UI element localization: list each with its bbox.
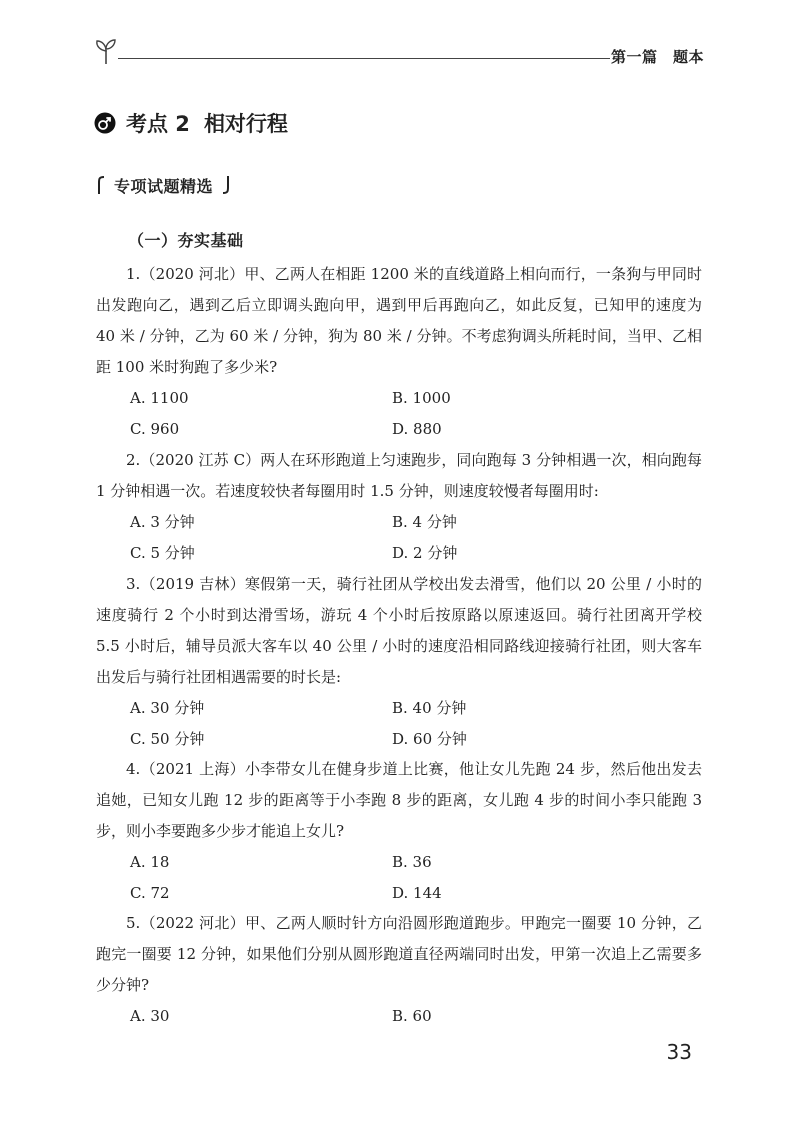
section-heading [94,108,288,138]
options-row [96,847,702,878]
option-d: D. 2 分钟 [392,544,458,562]
question-1 [96,259,702,445]
option-d: D. 60 分钟 [392,730,467,748]
section-title: 相对行程 [203,112,288,136]
options-row [96,383,702,414]
option-c: C. 50 分钟 [130,730,205,748]
bracket-label [96,172,231,198]
option-a: A. 3 分钟 [130,513,195,531]
question-text: 5.（2022 河北）甲、乙两人顺时针方向沿圆形跑道跑步。甲跑完一圈要 10 分钟，乙跑完一圈要 12 分钟，如果他们分别从圆形跑道直径两端同时出发，甲第一次追上乙需要多少分钟? [96,914,702,994]
option-b: B. 36 [392,853,432,871]
option-b: B. 40 分钟 [392,699,467,717]
option-c: C. 5 分钟 [130,544,195,562]
question-5 [96,908,702,1032]
option-c: C. 72 [130,884,170,902]
options-row [96,414,702,445]
option-a: A. 30 [130,1007,170,1025]
question-text: 2.（2020 江苏 C）两人在环形跑道上匀速跑步，同向跑每 3 分钟相遇一次，相向跑每 1 分钟相遇一次。若速度较快者每圈用时 1.5 分钟，则速度较慢者每圈用时: [96,451,702,500]
options-row [96,507,702,538]
right-bracket-icon [221,175,231,195]
options-row [96,1001,702,1032]
option-c: C. 960 [130,420,180,438]
question-text: 3.（2019 吉林）寒假第一天，骑行社团从学校出发去滑雪，他们以 20 公里 / 小时的速度骑行 2 个小时到达滑雪场，游玩 4 个小时后按原路以原速返回。骑行社团离开学校 5.5 小时后，辅导员派大客车以 40 公里 / 小时的速度沿相同路线迎接骑行社团，则大客车出发后与骑行社团相遇需要的时长是: [96,575,702,686]
option-d: D. 144 [392,884,442,902]
option-a: A. 30 分钟 [130,699,205,717]
running-header [92,36,704,66]
question-4 [96,754,702,909]
left-bracket-icon [96,175,106,195]
option-a: A. 18 [130,853,170,871]
question-text: 4.（2021 上海）小李带女儿在健身步道上比赛，他让女儿先跑 24 步，然后他出发去追她，已知女儿跑 12 步的距离等于小李跑 8 步的距离，女儿跑 4 步的时间小李只能跑 3 步，则小李要跑多少步才能追上女儿? [96,760,702,840]
options-row [96,724,702,755]
options-row [96,878,702,909]
question-2 [96,445,702,569]
option-b: B. 60 [392,1007,432,1025]
options-row [96,538,702,569]
question-text: 1.（2020 河北）甲、乙两人在相距 1200 米的直线道路上相向而行，一条狗与甲同时出发跑向乙，遇到乙后立即调头跑向甲，遇到甲后再跑向乙，如此反复，已知甲的速度为 40 米 / 分钟，乙为 60 米 / 分钟，狗为 80 米 / 分钟。不考虑狗调头所耗时间，当甲、乙相距 100 米时狗跑了多少米? [96,265,702,376]
section-number: 考点 2 [126,112,190,136]
option-d: D. 880 [392,420,442,438]
section-bullet-icon [94,112,116,134]
header-rule [118,58,610,59]
subsection-title: （一）夯实基础 [128,231,244,250]
sprout-icon [92,36,120,66]
page-number: 33 [666,1040,692,1064]
header-title: 第一篇 题本 [610,48,704,66]
options-row [96,693,702,724]
option-a: A. 1100 [130,389,189,407]
option-b: B. 1000 [392,389,451,407]
question-3 [96,569,702,755]
option-b: B. 4 分钟 [392,513,457,531]
bracket-label-text: 专项试题精选 [114,176,214,196]
